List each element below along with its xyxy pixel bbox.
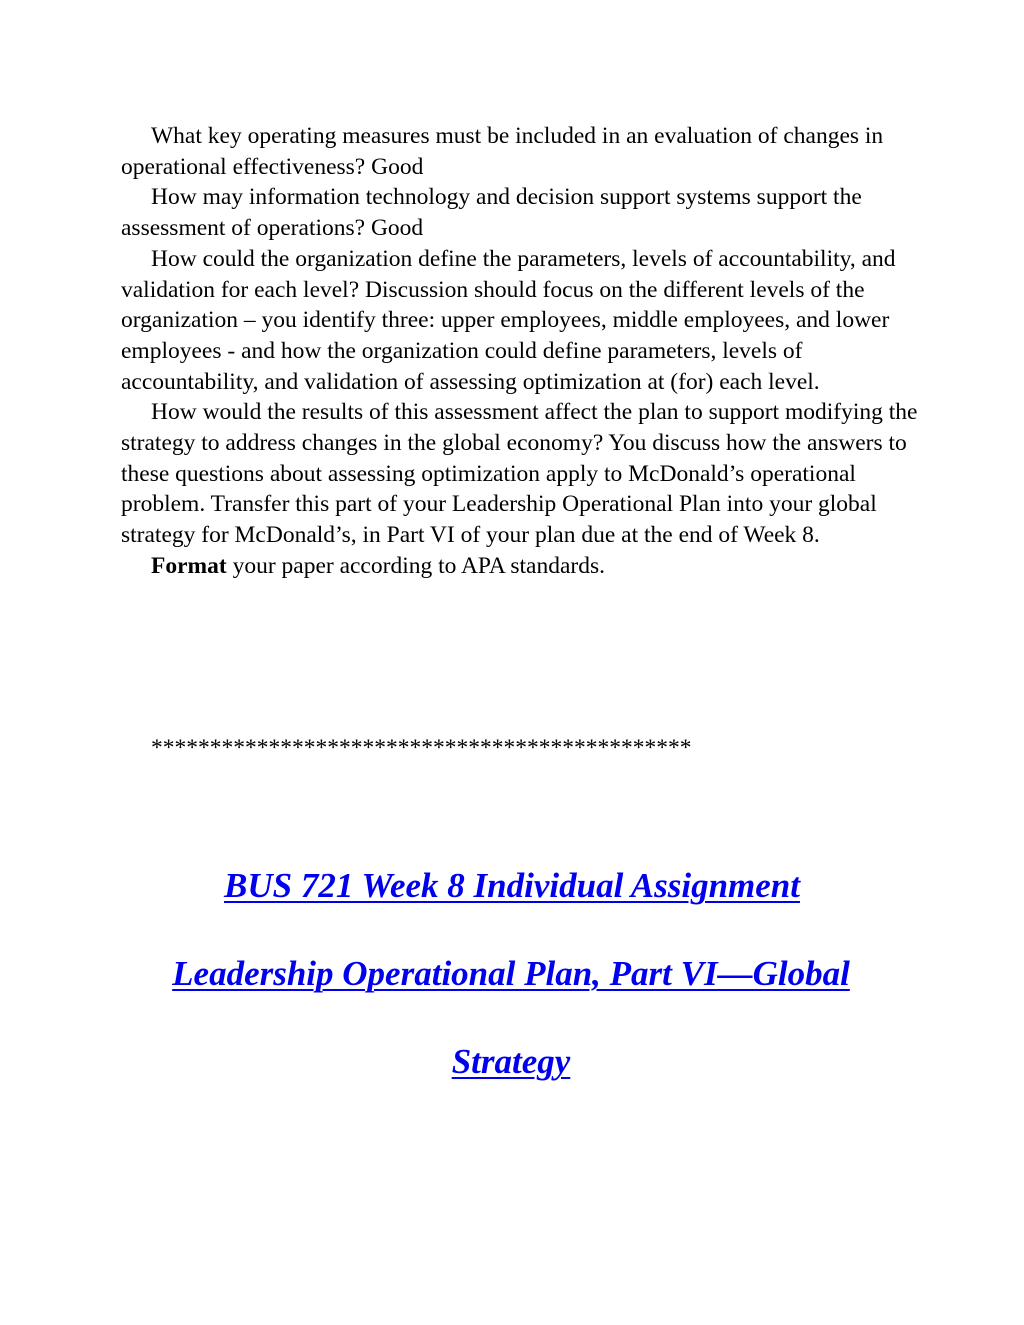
question-operating-measures-text: What key operating measures must be included in an evaluation of changes in operational effectiveness? Good (121, 123, 884, 180)
assignment-title-link-line-2[interactable]: Leadership Operational Plan, Part VI—Global (172, 954, 850, 993)
asterisk-separator: ********************************************** (151, 735, 692, 761)
assignment-title-link-line-3[interactable]: Strategy (451, 1042, 571, 1081)
question-information-technology-text: How may information technology and decision support systems support the assessment of operations? Good (121, 184, 862, 242)
question-assessment-results (121, 397, 921, 551)
format-instruction-lead: Format (151, 552, 227, 579)
question-organization-levels-text: How could the organization define the parameters, levels of accountability, and validation for each level? Discussion should focus on the different levels of the organization – you identify three: upper employees, middle employees, and lower employees - and how the organization could define parameters, levels of accountability, and validation of assessing optimization at (for) each level. (121, 245, 896, 395)
question-information-technology (121, 182, 921, 243)
format-instruction (121, 551, 921, 582)
question-assessment-results-text: How would the results of this assessment affect the plan to support modifying the strategy to address changes in the global economy? You discuss how the answers to these questions about assessing optimization apply to McDonald’s operational problem. Transfer this part of your Leadership Operational Plan into your global strategy for McDonald’s, in Part VI of your plan due at the end of Week 8. (121, 399, 918, 549)
question-organization-levels (121, 244, 921, 398)
assignment-questions (121, 121, 921, 582)
format-instruction-text: your paper according to APA standards. (226, 552, 606, 579)
assignment-title-link-line-1[interactable]: BUS 721 Week 8 Individual Assignment (224, 866, 800, 905)
question-operating-measures (121, 121, 921, 182)
